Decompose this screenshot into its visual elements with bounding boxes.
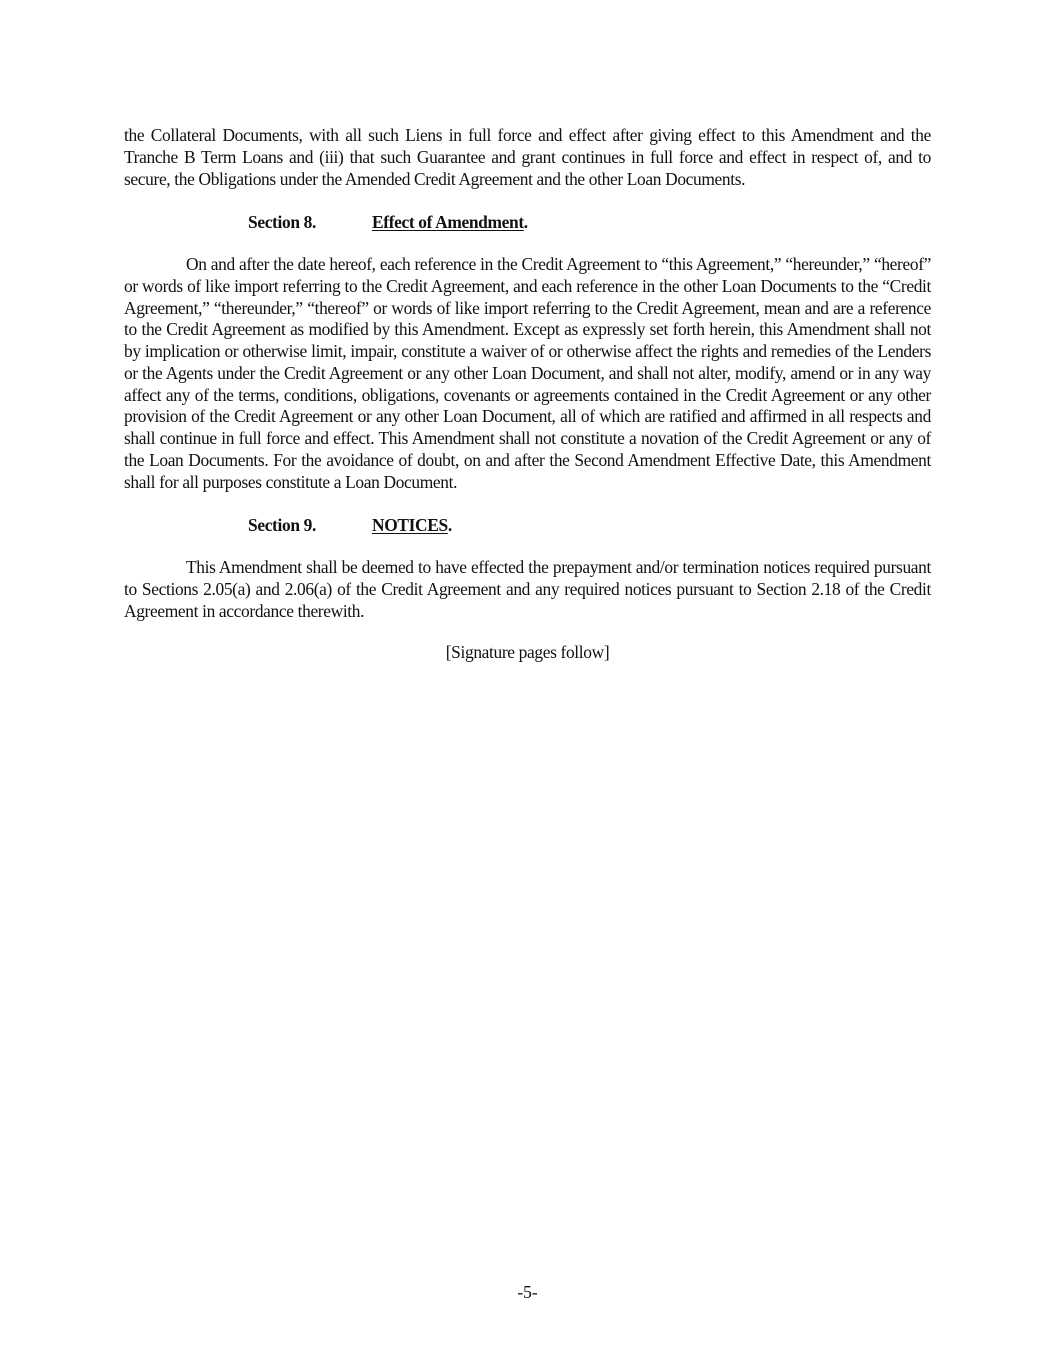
- section-8-heading: [124, 212, 931, 234]
- section-8-body: On and after the date hereof, each reference in the Credit Agreement to “this Agreement,” “hereunder,” “hereof” or words of like import referring to the Credit Agreement, and each reference in the other Loan Documents to the “Credit Agreement,” “thereunder,” “thereof” or words of like import referring to the Credit Agreement, mean and are a reference to the Credit Agreement as modified by this Amendment. Except as expressly set forth herein, this Amendment shall not by implication or otherwise limit, impair, constitute a waiver of or otherwise affect the rights and remedies of the Lenders or the Agents under the Credit Agreement or any other Loan Document, and shall not alter, modify, amend or in any way affect any of the terms, conditions, obligations, covenants or agreements contained in the Credit Agreement or any other provision of the Credit Agreement or any other Loan Document, all of which are ratified and affirmed in all respects and shall continue in full force and effect. This Amendment shall not constitute a novation of the Credit Agreement or any of the Loan Documents. For the avoidance of doubt, on and after the Second Amendment Effective Date, this Amendment shall for all purposes constitute a Loan Document.: [124, 254, 931, 492]
- page-number: -5-: [517, 1282, 538, 1302]
- section-9-number: Section 9.: [248, 515, 316, 536]
- section-9-title: NOTICES: [372, 515, 448, 536]
- document-page: [124, 125, 931, 664]
- section-9-title-suffix: .: [447, 515, 452, 536]
- section-9-heading: [124, 515, 931, 537]
- continuation-paragraph: the Collateral Documents, with all such Liens in full force and effect after giving effect to this Amendment and the Tranche B Term Loans and (iii) that such Guarantee and grant continues in full force and effect in respect of, and to secure, the Obligations under the Amended Credit Agreement and the other Loan Documents.: [124, 125, 931, 189]
- section-9-body: This Amendment shall be deemed to have effected the prepayment and/or termination notices required pursuant to Sections 2.05(a) and 2.06(a) of the Credit Agreement and any required notices pursuant to Section 2.18 of the Credit Agreement in accordance therewith.: [124, 557, 931, 621]
- section-8-number: Section 8.: [248, 212, 316, 233]
- signature-pages-note: [Signature pages follow]: [445, 642, 610, 663]
- section-8-title: Effect of Amendment: [372, 212, 524, 233]
- section-8-title-suffix: .: [523, 212, 528, 233]
